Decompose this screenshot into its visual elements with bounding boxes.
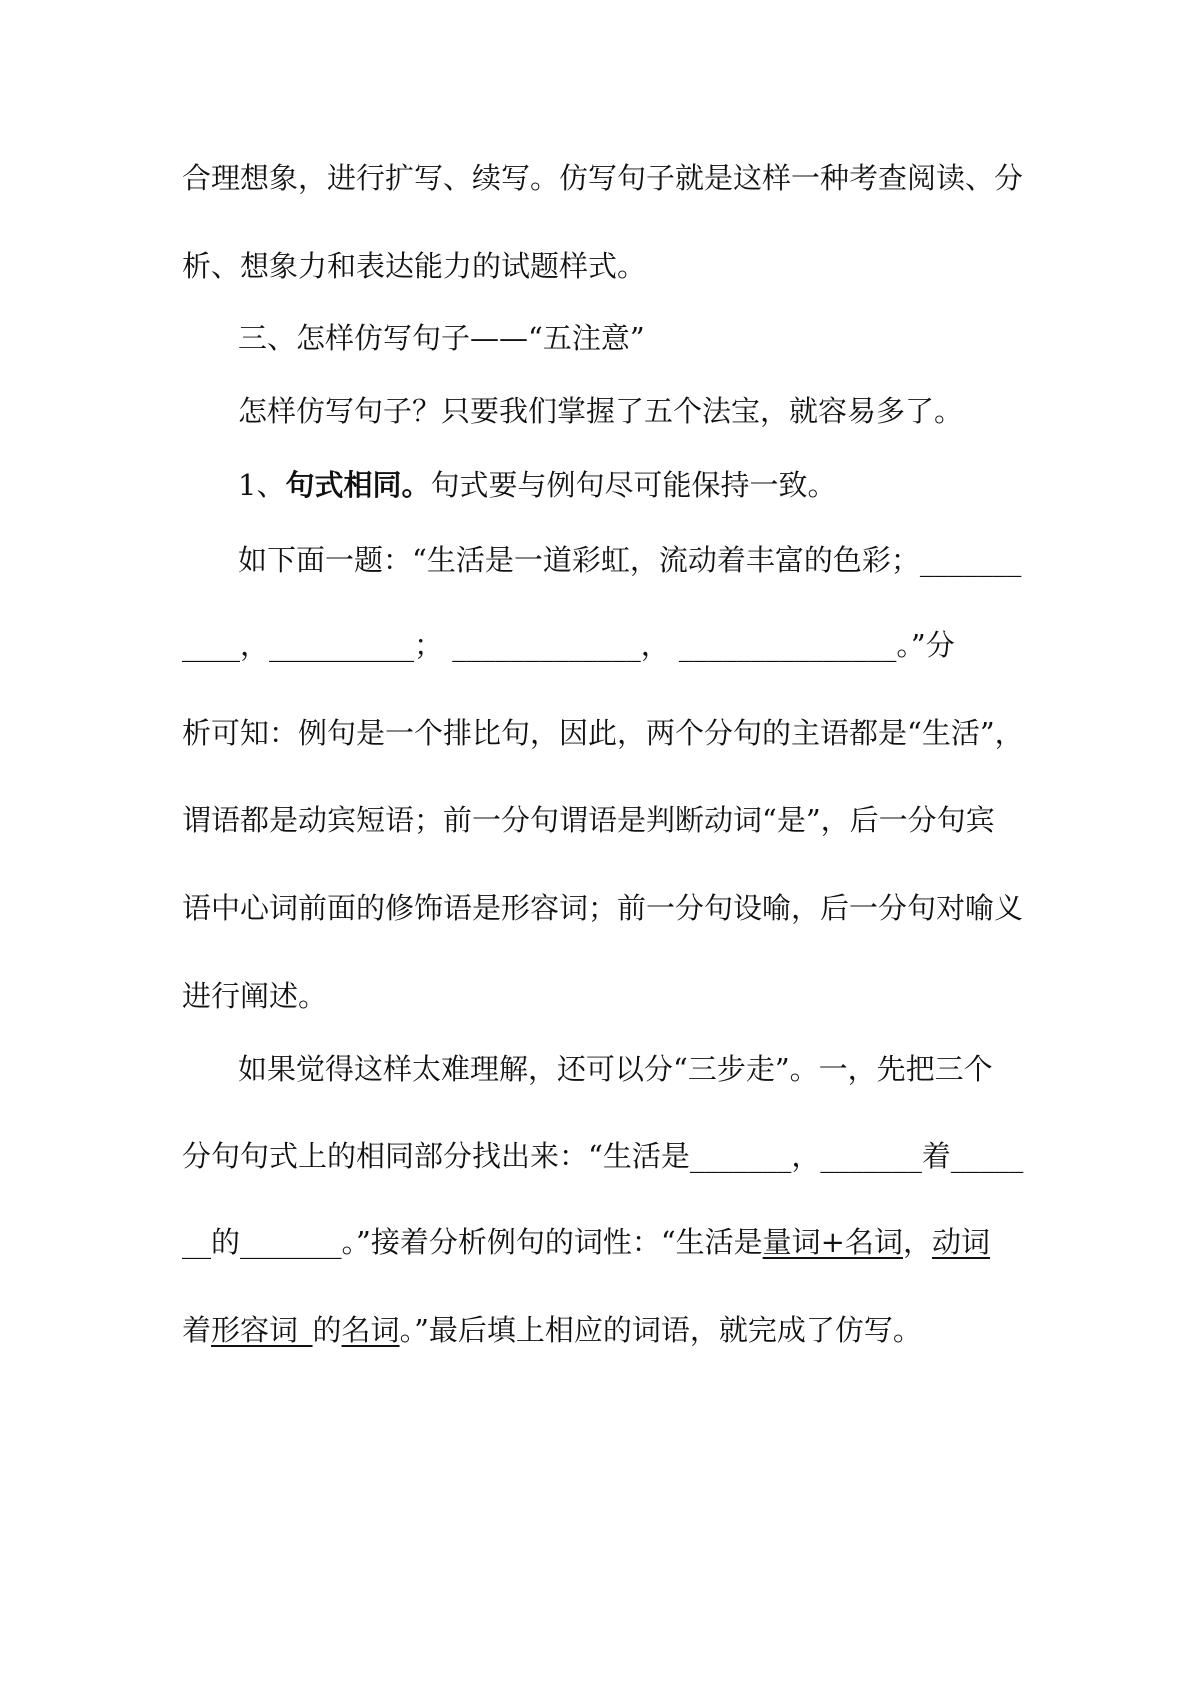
rule-1-heading: 句式相同。 (285, 468, 431, 502)
underlined-term: 量词+名词 (762, 1225, 903, 1259)
underlined-term: 形容词_ (211, 1313, 313, 1347)
example-line-3: 析可知：例句是一个排比句，因此，两个分句的主语都是“生活”， (182, 716, 1024, 750)
example-line-4: 谓语都是动宾短语；前一分句谓语是判断动词“是”，后一分句宾 (182, 803, 995, 837)
steps-line-3 (182, 1222, 1022, 1262)
steps-line-3-comma: ， (902, 1225, 932, 1259)
steps-line-4-prefix: 着 (182, 1313, 212, 1347)
example-line-1: 如下面一题：“生活是一道彩虹，流动着丰富的色彩；_______ (238, 543, 1022, 577)
example-line-6: 进行阐述。 (182, 979, 328, 1013)
steps-line-2: 分句句式上的相同部分找出来：“生活是_______，_______着_____ (182, 1139, 1024, 1173)
paragraph-line-2: 析、想象力和表达能力的试题样式。 (182, 249, 647, 283)
steps-line-3-text: __的_______。”接着分析例句的词性：“生活是 (182, 1225, 763, 1259)
intro-line: 怎样仿写句子？只要我们掌握了五个法宝，就容易多了。 (238, 394, 964, 428)
rule-1-line (238, 465, 1022, 505)
underlined-term: 动词 (931, 1225, 990, 1259)
steps-line-4-text: 。”最后填上相应的词语，就完成了仿写。 (399, 1313, 922, 1347)
underlined-term: 名词 (341, 1313, 400, 1347)
steps-line-1: 如果觉得这样太难理解，还可以分“三步走”。一，先把三个 (238, 1052, 993, 1086)
steps-line-4 (182, 1310, 1022, 1350)
example-line-2: ____，__________； _____________， _______________。”分 (182, 628, 955, 662)
paragraph-line-1: 合理想象，进行扩写、续写。仿写句子就是这样一种考查阅读、分 (182, 161, 1024, 195)
steps-line-4-de: 的 (312, 1313, 342, 1347)
rule-1-number: 1、 (238, 468, 286, 502)
section-heading: 三、怎样仿写句子——“五注意” (238, 321, 645, 355)
rule-1-text: 句式要与例句尽可能保持一致。 (430, 468, 837, 502)
example-line-5: 语中心词前面的修饰语是形容词；前一分句设喻，后一分句对喻义 (182, 891, 1024, 925)
